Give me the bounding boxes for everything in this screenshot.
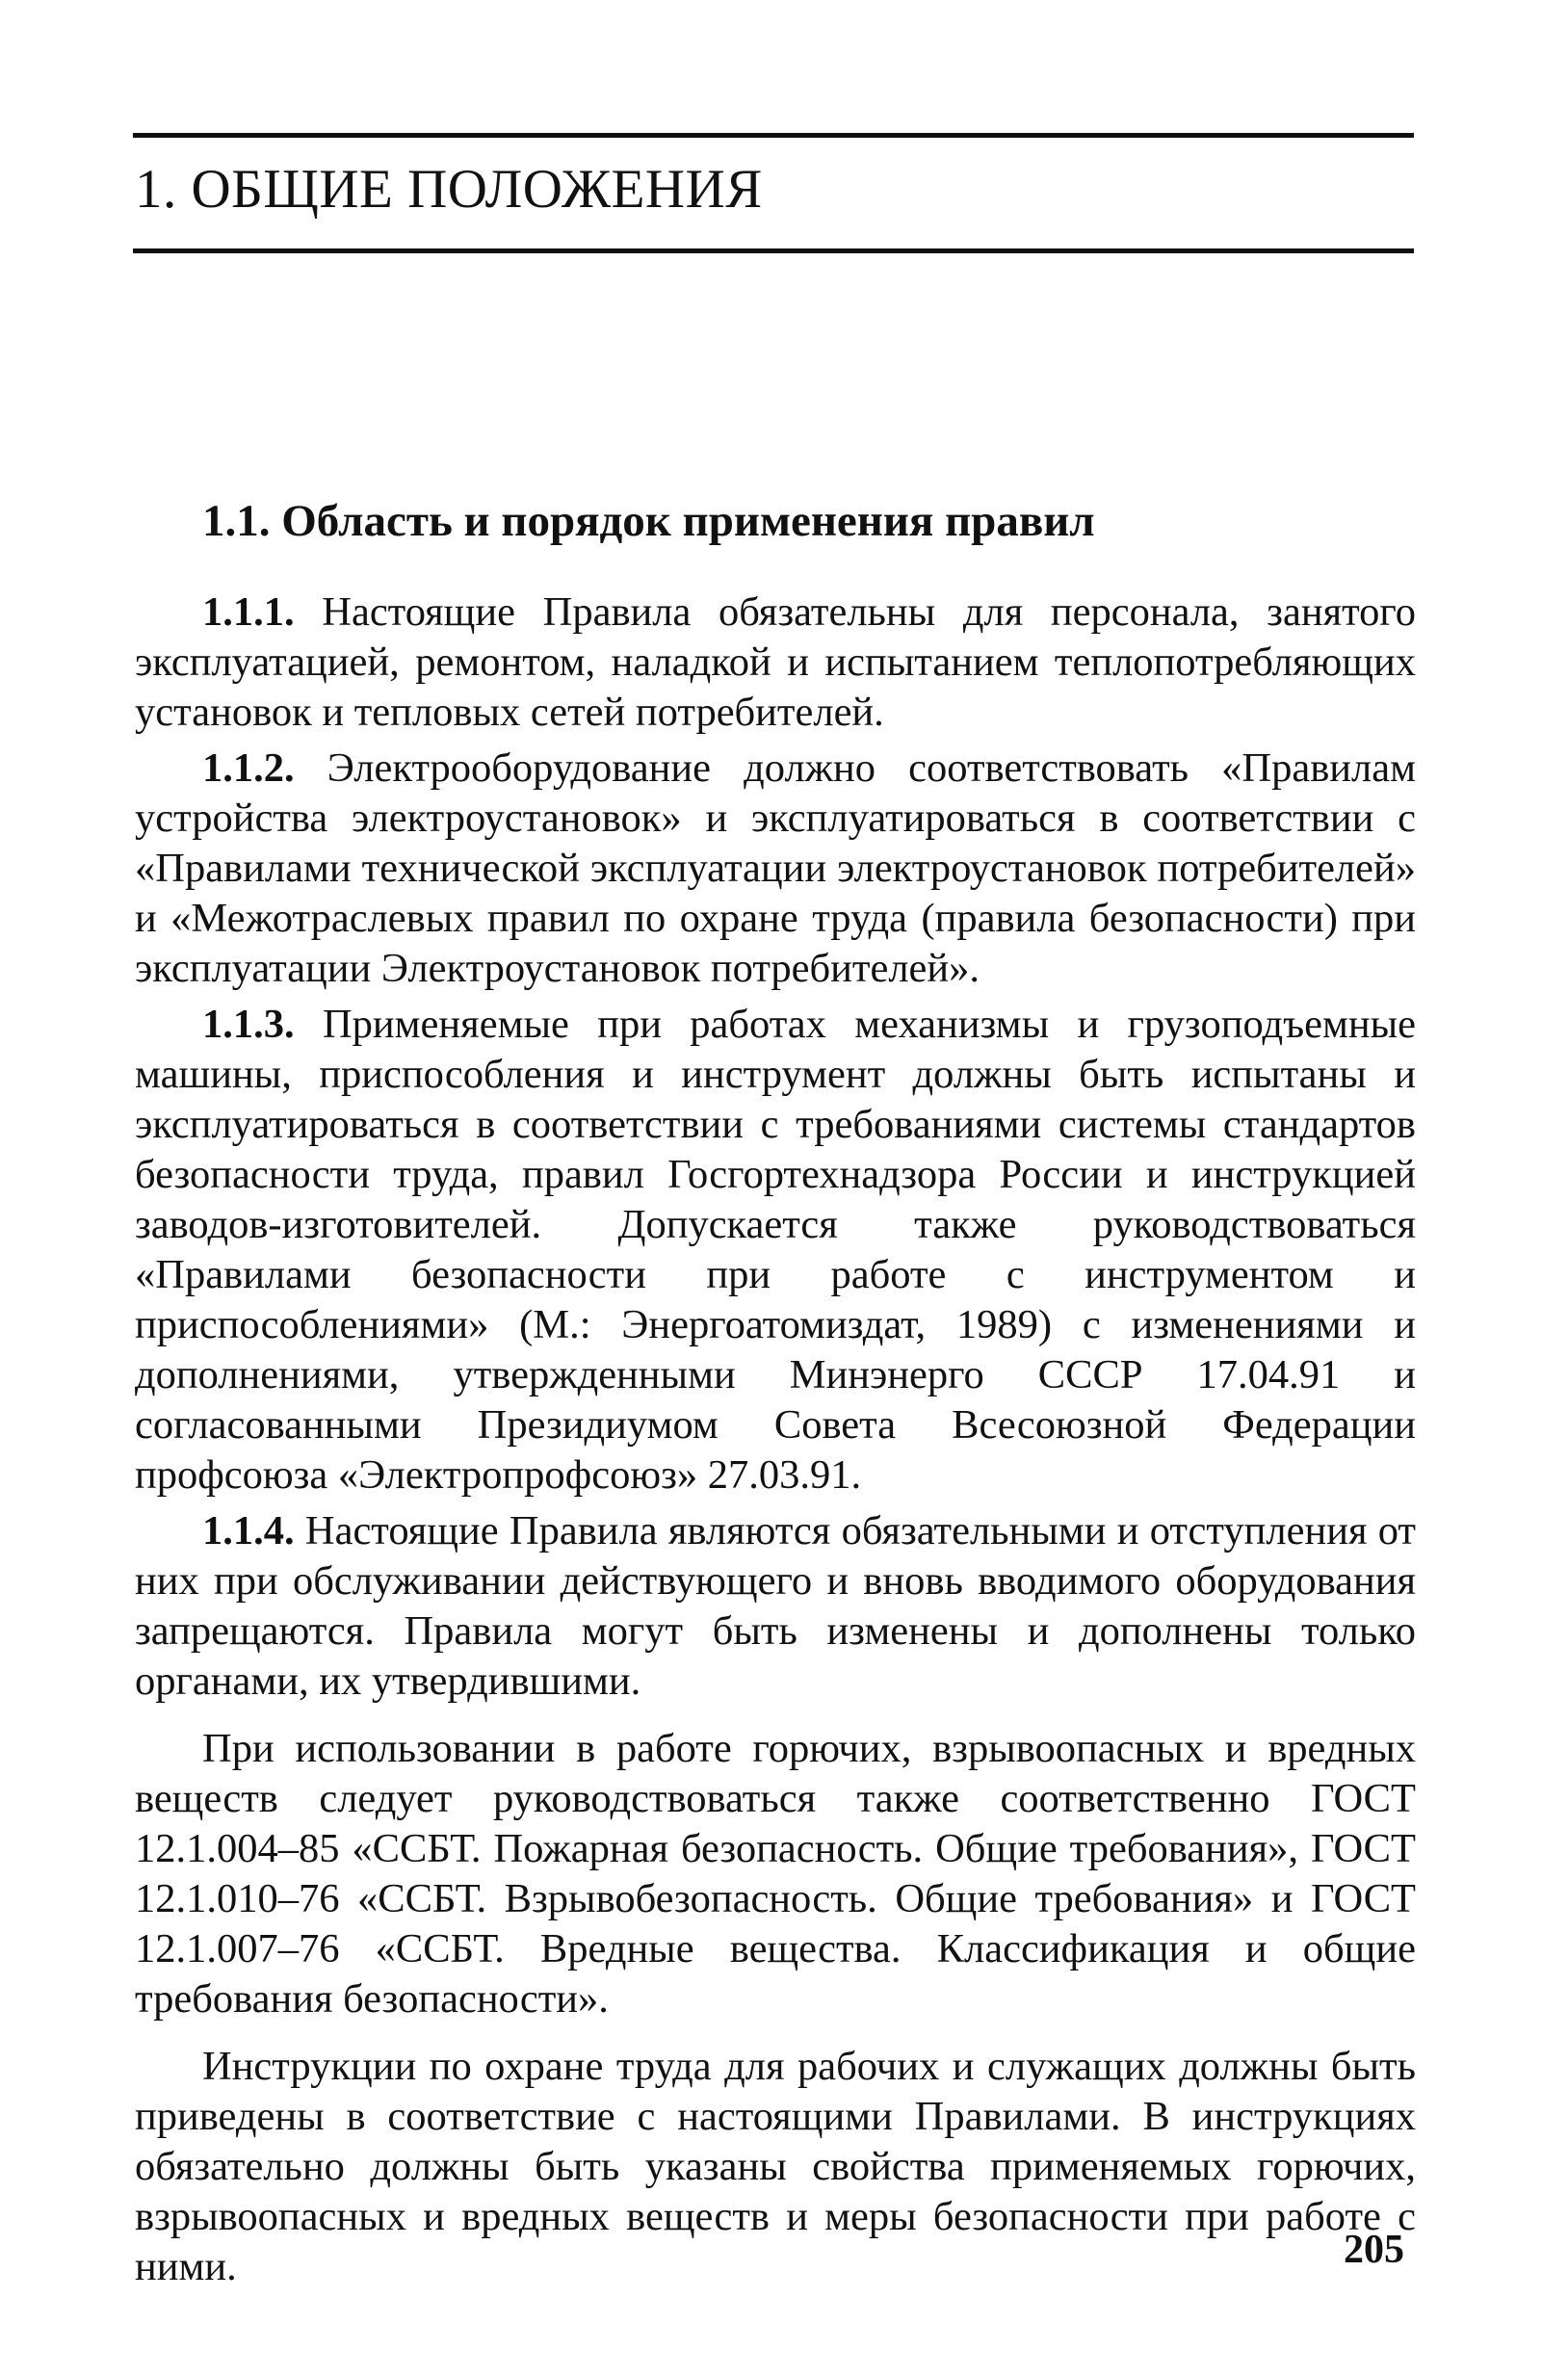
paragraph-text: Настоящие Правила являются обязательными и отступления от них при обслуживании действующего и вновь вводимого оборудования запрещаются. Правила могут быть изменены и дополнены только органами, их утвердившими.: [135, 1508, 1417, 1704]
paragraph-1-1-4: [135, 1506, 1416, 1707]
section-title: 1.1. Область и порядок применения правил: [202, 496, 1095, 546]
paragraph-number: 1.1.1.: [202, 589, 295, 635]
body-text: [135, 587, 1416, 2298]
paragraph-number: 1.1.3.: [202, 1002, 295, 1047]
paragraph-text: При использовании в работе горючих, взрывоопасных и вредных веществ следует руководствоваться также соответственно ГОСТ 12.1.004–85 «ССБТ. Пожарная безопасность. Общие требования», ГОСТ 12.1.010–76 «ССБТ. Взрывобезопасность. Общие требования» и ГОСТ 12.1.007–76 «ССБТ. Вредные вещества. Классификация и общие требования безопасности».: [135, 1726, 1416, 2022]
paragraph-text: Инструкции по охране труда для рабочих и служащих должны быть приведены в соответствие с настоящими Правилами. В инструкциях обязательно должны быть указаны свойства применяемых горючих, взрывоопасных и вредных веществ и меры безопасности при работе с ними.: [135, 2044, 1416, 2289]
paragraph-text: Настоящие Правила обязательны для персонала, занятого эксплуатацией, ремонтом, наладкой и испытанием теплопотребляющих установок и тепловых сетей потребителей.: [135, 589, 1417, 735]
page-number: 205: [1344, 2228, 1404, 2272]
paragraph-hazardous-substances: [135, 1724, 1416, 2024]
paragraph-1-1-2: [135, 744, 1416, 994]
paragraph-text: Электрооборудование должно соответствовать «Правилам устройства электроустановок» и эксплуатироваться в соответствии с «Правилами технической эксплуатации электроустановок потребителей» и «Межотраслевых правил по охране труда (правила безопасности) при эксплуатации Электроустановок потребителей».: [135, 745, 1416, 991]
paragraph-safety-instructions: [135, 2042, 1416, 2292]
paragraph-1-1-3: [135, 1000, 1416, 1501]
paragraph-number: 1.1.4.: [202, 1508, 295, 1554]
paragraph-text: Применяемые при работах механизмы и грузоподъемные машины, приспособления и инструмент должны быть испытаны и эксплуатироваться в соответствии с требованиями системы стандартов безопасности труда, правил Госгортехнадзора России и инструкцией заводов-изготовителей. Допускается также руководствоваться «Правилами безопасности при работе с инструментом и приспособлениями» (М.: Энергоатомиздат, 1989) с изменениями и дополнениями, утвержденными Минэнерго СССР 17.04.91 и согласованными Президиумом Совета Всесоюзной Федерации профсоюза «Электропрофсоюз» 27.03.91.: [135, 1002, 1417, 1498]
bottom-rule: [133, 248, 1414, 253]
chapter-title: 1. ОБЩИЕ ПОЛОЖЕНИЯ: [135, 159, 763, 220]
top-rule: [133, 133, 1414, 138]
paragraph-1-1-1: [135, 587, 1416, 738]
paragraph-number: 1.1.2.: [202, 745, 295, 791]
